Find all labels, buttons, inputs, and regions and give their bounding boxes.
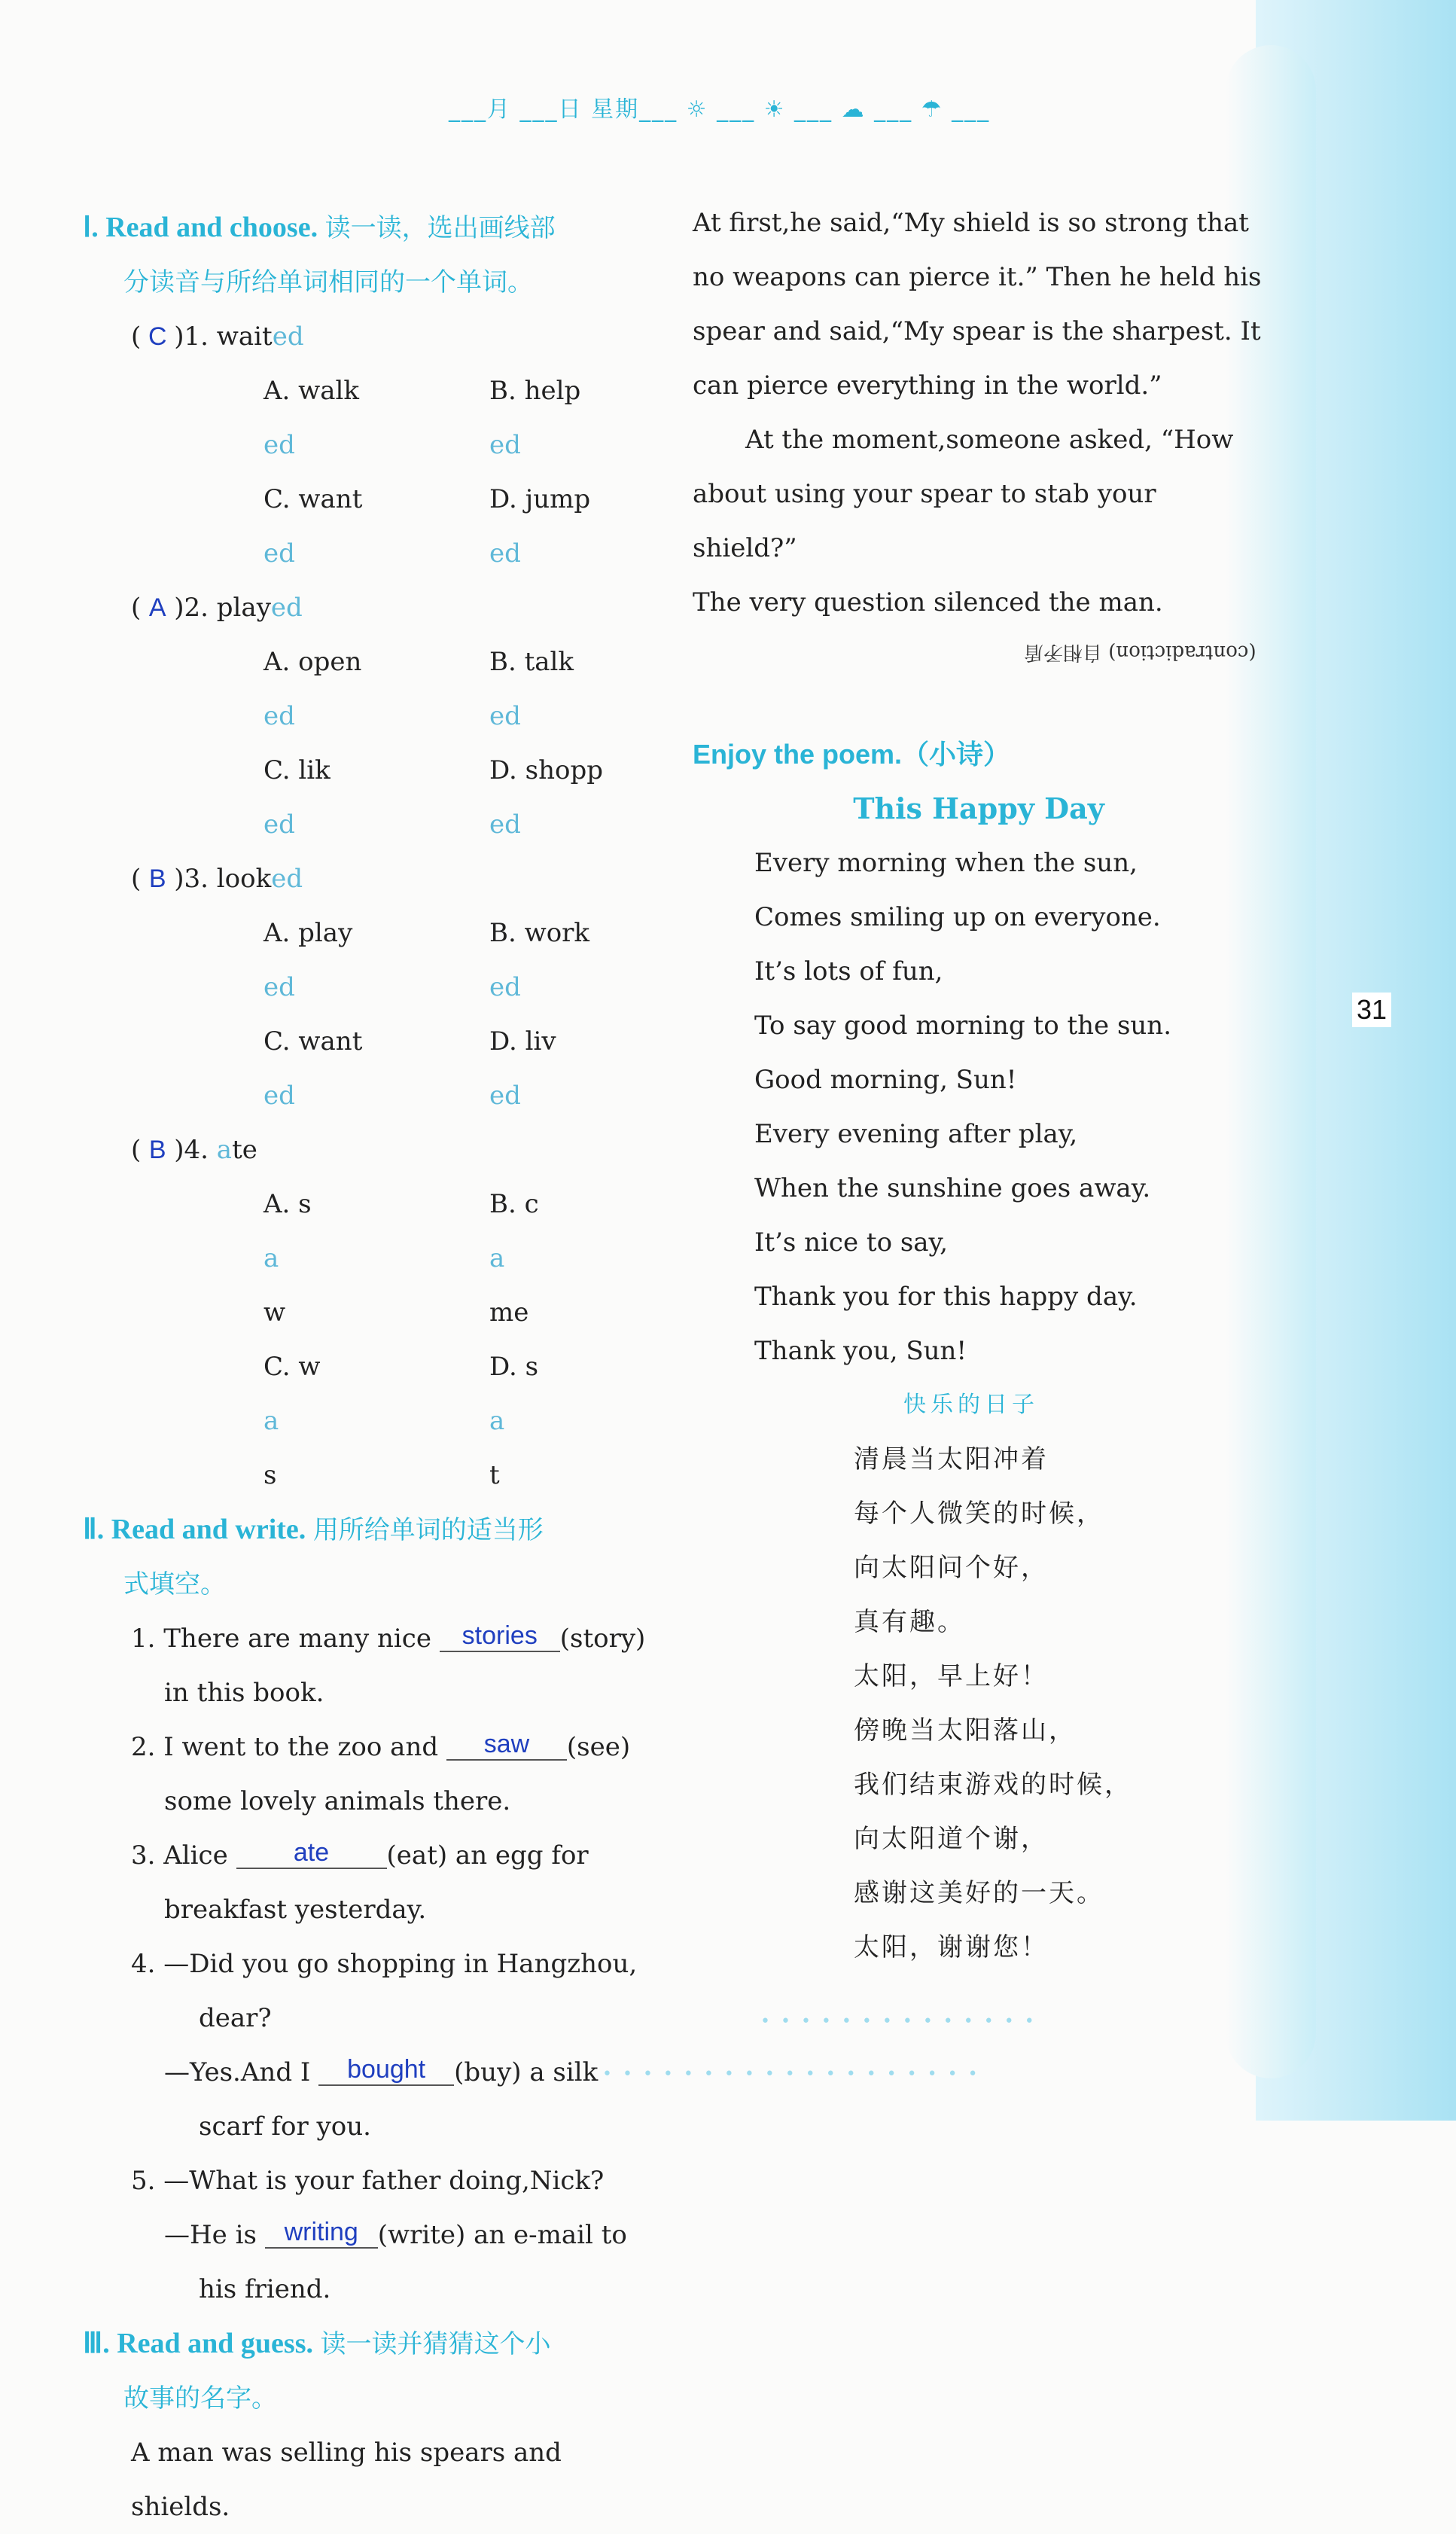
fill-hint: (eat) an egg for <box>386 1840 589 1871</box>
poem-zh-line: 每个人微笑的时候， <box>854 1499 1104 1529</box>
option <box>263 1014 489 1123</box>
fill-text: 1. There are many nice <box>131 1624 440 1654</box>
section1-title: Ⅰ. Read and choose. 读一读，选出画线部 <box>83 212 556 243</box>
section2-title-cont: 式填空。 <box>123 1569 226 1599</box>
option-text: B. c <box>489 1189 539 1219</box>
option-underlined: ed <box>489 538 521 569</box>
poem-lines <box>693 836 1265 1378</box>
poem-line: Every morning when the sun, <box>754 848 1138 878</box>
stem-underlined: a <box>216 1135 233 1165</box>
question-number: )3. <box>174 864 217 894</box>
option-underlined: ed <box>263 538 295 569</box>
poem-line: It’s nice to say, <box>754 1227 949 1258</box>
fill-line <box>83 1720 647 1774</box>
fill-line <box>83 2208 647 2262</box>
option <box>489 364 715 472</box>
answer-mark: C <box>148 322 167 351</box>
option-underlined: ed <box>263 701 295 731</box>
fill-text: 2. I went to the zoo and <box>131 1732 446 1762</box>
weather-icons: ☼ ___ ☀ ___ ☁ ___ ☂ ___ <box>686 96 991 123</box>
question-list <box>83 310 647 1502</box>
poem-zh-line: 向太阳问个好， <box>854 1553 1049 1583</box>
option-underlined: a <box>489 1406 505 1436</box>
poem-zh-line: 我们结束游戏的时候， <box>854 1770 1132 1800</box>
story-line: The very question silenced the man. <box>693 587 1163 617</box>
option <box>263 743 489 852</box>
story-line: At the moment,someone asked, “How <box>745 425 1234 455</box>
option-text: D. s <box>489 1352 539 1382</box>
day-field: ___日 <box>519 96 583 123</box>
left-column <box>83 200 647 2534</box>
answer-blank: writing <box>265 2217 378 2249</box>
poem-zh-lines <box>693 1432 1265 1974</box>
fill-hint: (story) <box>559 1624 646 1654</box>
month-field: ___月 <box>449 96 511 123</box>
poem-line: Every evening after play, <box>754 1119 1078 1149</box>
option-row <box>83 364 647 472</box>
option <box>263 472 489 581</box>
fill-text: 3. Alice <box>131 1840 236 1871</box>
poem-section-title: Enjoy the poem.（小诗） <box>693 739 1011 770</box>
option-tail: t <box>489 1460 500 1490</box>
option-row <box>83 1340 647 1502</box>
section3-title-cont: 故事的名字。 <box>123 2383 277 2414</box>
option-underlined: ed <box>263 810 295 840</box>
option <box>489 1177 715 1340</box>
question-row <box>83 852 647 906</box>
option-row <box>83 906 647 1014</box>
right-column <box>693 196 1265 1974</box>
option <box>263 1177 489 1340</box>
option-underlined: ed <box>489 701 521 731</box>
story-line-left: A man was selling his spears and shields. <box>131 2438 562 2522</box>
fill-list <box>83 1612 647 2316</box>
option-text: B. help <box>489 376 581 406</box>
option-text: C. want <box>263 1026 363 1057</box>
fill-cont: in this book. <box>164 1678 324 1708</box>
fill-hint: (see) <box>566 1732 631 1762</box>
question-number: )4. <box>174 1135 217 1165</box>
story-line: can pierce everything in the world.” <box>693 370 1162 401</box>
paren-left: ( <box>131 864 142 894</box>
page-number: 31 <box>1352 993 1391 1027</box>
question-number: )2. <box>174 593 217 623</box>
answer-mark: B <box>148 864 166 893</box>
section3-title: Ⅲ. Read and guess. 读一读并猜猜这个小 <box>83 2328 551 2359</box>
stem-tail: te <box>232 1135 257 1165</box>
option-tail: w <box>263 1297 286 1328</box>
flipped-answer: (contradiction) 自相矛盾 <box>1024 641 1256 663</box>
fill-cont: breakfast yesterday. <box>164 1895 427 1925</box>
paren-left: ( <box>131 593 142 623</box>
option-text: C. w <box>263 1352 321 1382</box>
poem-zh-title: 快乐的日子 <box>903 1392 1039 1418</box>
poem-title: This Happy Day <box>853 791 1104 825</box>
answer-blank: ate <box>236 1837 387 1869</box>
option-row <box>83 1177 647 1340</box>
stem-underlined: ed <box>272 322 304 352</box>
option-text: C. want <box>263 484 363 514</box>
question-row <box>83 1123 647 1177</box>
answer-mark: B <box>148 1136 166 1164</box>
fill-cont: his friend. <box>199 2274 331 2304</box>
option-text: A. s <box>263 1189 312 1219</box>
option-text: D. jump <box>489 484 591 514</box>
option-underlined: a <box>263 1406 279 1436</box>
option <box>489 906 715 1014</box>
question-row <box>83 310 647 364</box>
option-underlined: ed <box>489 1081 521 1111</box>
answer-blank: saw <box>446 1729 567 1761</box>
weekday-field: 星期___ <box>591 96 678 123</box>
option <box>489 635 715 743</box>
fill-cont: dear? <box>199 2003 272 2033</box>
option-text: C. lik <box>263 755 330 785</box>
decorative-dots-2: ••••••••••••••••••• <box>602 2065 988 2084</box>
section2-title: Ⅱ. Read and write. 用所给单词的适当形 <box>83 1514 544 1545</box>
question-row <box>83 581 647 635</box>
section1-title-cont: 分读音与所给单词相同的一个单词。 <box>123 267 533 297</box>
story-line: spear and said,“My spear is the sharpest. It <box>693 316 1261 346</box>
fill-cont: scarf for you. <box>199 2112 371 2142</box>
option-underlined: ed <box>489 972 521 1002</box>
fill-text: —Yes.And I <box>164 2057 319 2087</box>
story-line: At first,he said,“My shield is so strong that <box>693 208 1249 238</box>
story-line: no weapons can pierce it.” Then he held his <box>693 262 1262 292</box>
option <box>489 1014 715 1123</box>
option-text: B. work <box>489 918 590 948</box>
decorative-dots: •••••••••••••• <box>760 2012 1045 2031</box>
fill-line <box>83 1612 647 1666</box>
poem-zh-line: 真有趣。 <box>854 1607 965 1637</box>
option-text: D. shopp <box>489 755 604 785</box>
option-row <box>83 472 647 581</box>
option-underlined: a <box>489 1243 505 1273</box>
option-text: A. play <box>263 918 353 948</box>
option-underlined: ed <box>263 430 295 460</box>
question-stem: wait <box>216 322 273 352</box>
question-stem: play <box>216 593 271 623</box>
option-underlined: ed <box>263 972 295 1002</box>
paren-left: ( <box>131 1135 142 1165</box>
option-row <box>83 635 647 743</box>
poem-line: Good morning, Sun! <box>754 1065 1017 1095</box>
option-row <box>83 743 647 852</box>
question-number: )1. <box>174 322 217 352</box>
answer-blank: bought <box>318 2054 454 2086</box>
poem-zh-line: 向太阳道个谢， <box>854 1824 1049 1854</box>
option <box>489 743 715 852</box>
option-text: B. talk <box>489 647 574 677</box>
option-underlined: ed <box>489 430 521 460</box>
poem-line: Thank you for this happy day. <box>754 1282 1138 1312</box>
paren-left: ( <box>131 322 142 352</box>
poem-zh-line: 傍晚当太阳落山， <box>854 1715 1077 1746</box>
fill-line <box>83 1937 647 1991</box>
option-underlined: ed <box>489 810 521 840</box>
fill-hint: (buy) a silk <box>454 2057 599 2087</box>
fill-line <box>83 2045 647 2099</box>
poem-line: When the sunshine goes away. <box>754 1173 1151 1203</box>
option <box>263 1340 489 1502</box>
option-underlined: ed <box>263 1081 295 1111</box>
date-weather-header <box>449 90 990 123</box>
fill-text: 4. —Did you go shopping in Hangzhou, <box>131 1949 638 1979</box>
poem-zh-line: 感谢这美好的一天。 <box>854 1878 1104 1908</box>
fill-text: —He is <box>164 2220 265 2250</box>
option-row <box>83 1014 647 1123</box>
poem-line: It’s lots of fun, <box>754 956 943 986</box>
fill-line <box>83 2154 647 2208</box>
poem-line: To say good morning to the sun. <box>754 1011 1172 1041</box>
option <box>263 635 489 743</box>
stem-underlined: ed <box>270 593 303 623</box>
option <box>489 472 715 581</box>
option-underlined: a <box>263 1243 279 1273</box>
option-text: A. open <box>263 647 362 677</box>
fill-cont: some lovely animals there. <box>164 1786 511 1816</box>
option-tail: s <box>263 1460 277 1490</box>
option <box>263 906 489 1014</box>
option <box>263 364 489 472</box>
answer-mark: A <box>148 593 166 622</box>
fill-line <box>83 1828 647 1883</box>
poem-zh-line: 太阳，谢谢您！ <box>854 1932 1049 1962</box>
poem-zh-line: 太阳，早上好！ <box>854 1661 1049 1691</box>
option-text: D. liv <box>489 1026 556 1057</box>
option <box>489 1340 715 1502</box>
story-text <box>693 196 1265 630</box>
stem-underlined: ed <box>271 864 303 894</box>
answer-blank: stories <box>440 1621 560 1652</box>
fill-text: 5. —What is your father doing,Nick? <box>131 2166 605 2196</box>
poem-zh-line: 清晨当太阳冲着 <box>854 1444 1049 1474</box>
decorative-sidebar <box>1256 0 1456 2121</box>
poem-line: Thank you, Sun! <box>754 1336 967 1366</box>
option-text: A. walk <box>263 376 360 406</box>
story-line: about using your spear to stab your shield?” <box>693 479 1156 563</box>
option-tail: me <box>489 1297 529 1328</box>
question-stem: look <box>216 864 272 894</box>
fill-hint: (write) an e-mail to <box>377 2220 627 2250</box>
poem-line: Comes smiling up on everyone. <box>754 902 1161 932</box>
